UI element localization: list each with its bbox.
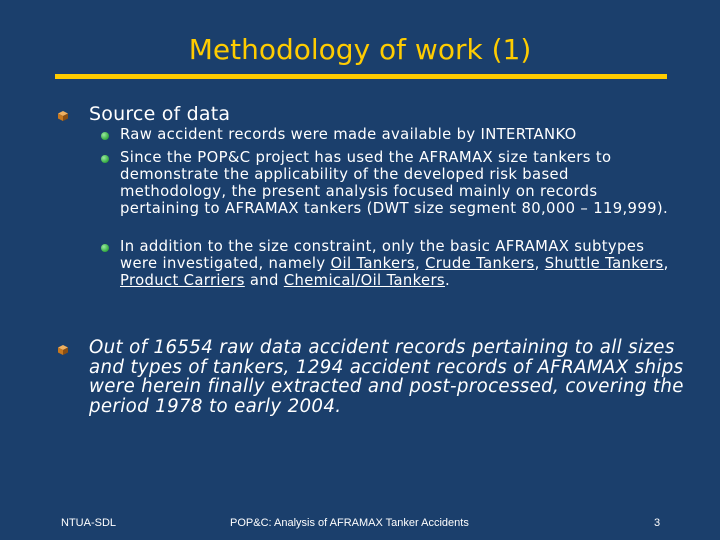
source-item-3 <box>120 239 680 290</box>
underlined-term: Chemical/Oil Tankers <box>283 271 445 289</box>
underlined-term: Oil Tankers <box>330 254 415 272</box>
underlined-term: Shuttle Tankers <box>544 254 664 272</box>
text-run: , <box>663 254 669 272</box>
text-run: . <box>445 271 451 289</box>
text-run: and <box>244 271 284 289</box>
cube-bullet-icon <box>57 344 69 356</box>
text-run: , <box>414 254 426 272</box>
dot-bullet-icon <box>101 132 109 140</box>
text-run: , <box>534 254 545 272</box>
title-underline <box>55 74 667 79</box>
cube-bullet-icon <box>57 110 69 122</box>
source-item-1 <box>120 127 680 144</box>
dot-bullet-icon <box>101 244 109 252</box>
text-run: Since the POP&C project has used the AFRAMAX size tankers to demonstrate the applicability of the developed risk based methodology, the present analysis focused mainly on records pertaining to AFRAMAX tankers (DWT size segment 80,000 – 119,999). <box>120 149 669 217</box>
slide-title: Methodology of work (1) <box>188 33 532 66</box>
footer-presentation-title: POP&C: Analysis of AFRAMAX Tanker Accidents <box>230 517 469 529</box>
text-run: Raw accident records were made available by INTERTANKO <box>120 126 577 143</box>
underlined-term: Product Carriers <box>120 271 245 289</box>
summary-paragraph: Out of 16554 raw data accident records pertaining to all sizes and types of tankers, 1294 accident records of AFRAMAX ships were herein finally extracted and post-processed, covering the period 1978 to early 2004. <box>89 337 684 417</box>
footer-page-number: 3 <box>654 517 661 529</box>
dot-bullet-icon <box>101 155 109 163</box>
underlined-term: Crude Tankers <box>425 254 535 272</box>
source-heading: Source of data <box>89 103 231 125</box>
text-run: In addition to the size constraint, only the basic AFRAMAX subtypes were investigated, namely <box>120 238 645 272</box>
source-item-2 <box>120 150 680 218</box>
footer-organization: NTUA-SDL <box>61 517 117 529</box>
